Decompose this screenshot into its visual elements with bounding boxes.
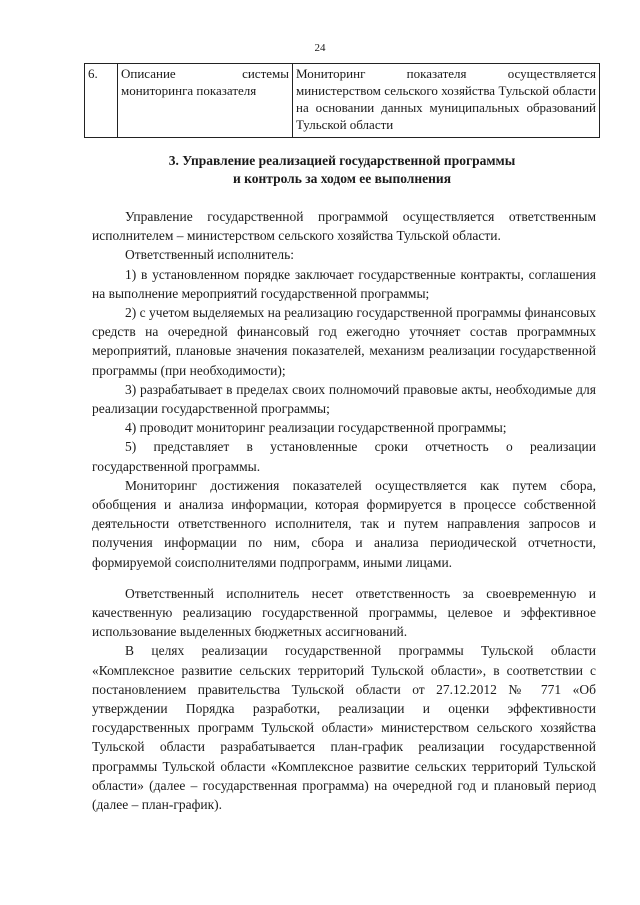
row-description: Описание системы мониторинга показателя [121, 66, 289, 98]
paragraph: Управление государственной программой осуществляется ответственным исполнителем – министерством сельского хозяйства Тульской области. [92, 209, 596, 244]
row-number: 6. [85, 64, 118, 138]
paragraph: Ответственный исполнитель несет ответственность за своевременную и качественную реализацию государственной программы, целевое и эффективное использование выделенных бюджетных ассигнований. [92, 585, 596, 640]
paragraph: 2) с учетом выделяемых на реализацию государственной программы финансовых средств на очередной финансовый год ежегодно уточняет состав программных мероприятий, плановые значения показателей, механизм реализации государственной программы (при необходимости); [92, 305, 596, 378]
row-value: Мониторинг показателя осуществляется министерством сельского хозяйства Тульской области на основании данных муниципальных образований Тульской области [293, 64, 600, 138]
paragraph: 4) проводит мониторинг реализации государственной программы; [125, 420, 507, 436]
paragraph: В целях реализации государственной программы Тульской области «Комплексное развитие сельских территорий Тульской области», в соответствии с постановлением правительства Тульской области от 27.12.2012 № 771 «Об утверждении Порядка разработки, реализации и оценки эффективности государственных программ Тульской области» министерством сельского хозяйства Тульской области разрабатывается план-график реализации государственной программы Тульской области «Комплексное развитие сельских территорий Тульской области» (далее – государственная программа) на очередной год и плановый период (далее – план-график). [92, 643, 596, 813]
indicator-table [84, 63, 600, 138]
section-title-line-2: и контроль за ходом ее выполнения [232, 171, 452, 186]
body-text [92, 207, 596, 814]
paragraph: 3) разрабатывает в пределах своих полномочий правовые акты, необходимые для реализации государственной программы; [92, 381, 596, 417]
section-title [84, 152, 600, 188]
paragraph: 5) представляет в установленные сроки отчетность о реализации государственной программы. [92, 439, 596, 474]
page-number: 24 [314, 42, 326, 54]
paragraph: 1) в установленном порядке заключает государственные контракты, соглашения на выполнение мероприятий государственной программы; [92, 266, 596, 301]
section-title-line-1: 3. Управление реализацией государственной программы [168, 153, 516, 168]
paragraph: Мониторинг достижения показателей осуществляется как путем сбора, обобщения и анализа информации, которая формируется в процессе собственной деятельности ответственного исполнителя, так и путем направления запросов и получения информации по ним, сбора и анализа периодической отчетности, формируемой соисполнителями подпрограмм, иными лицами. [92, 477, 596, 570]
paragraph: Ответственный исполнитель: [125, 247, 295, 263]
row-description-cell [118, 64, 293, 138]
table-row [85, 64, 600, 138]
